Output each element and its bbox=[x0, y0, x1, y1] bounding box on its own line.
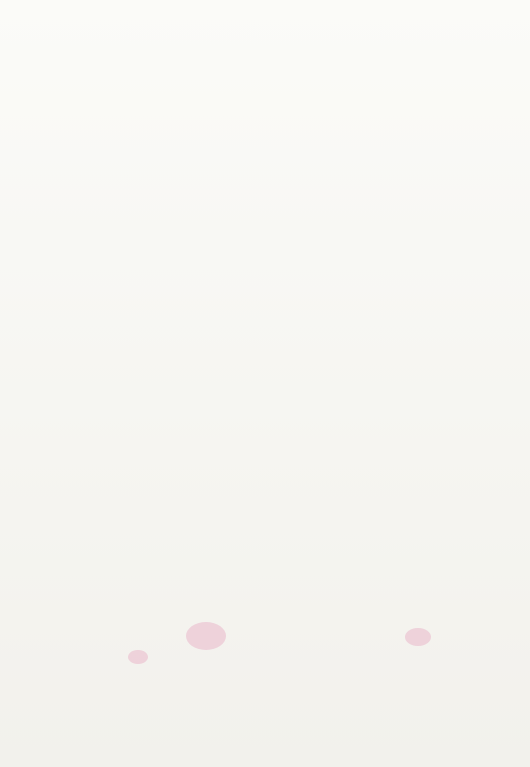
ink-smudge bbox=[128, 650, 148, 664]
ink-smudge bbox=[405, 628, 431, 646]
ink-smudge bbox=[186, 622, 226, 650]
